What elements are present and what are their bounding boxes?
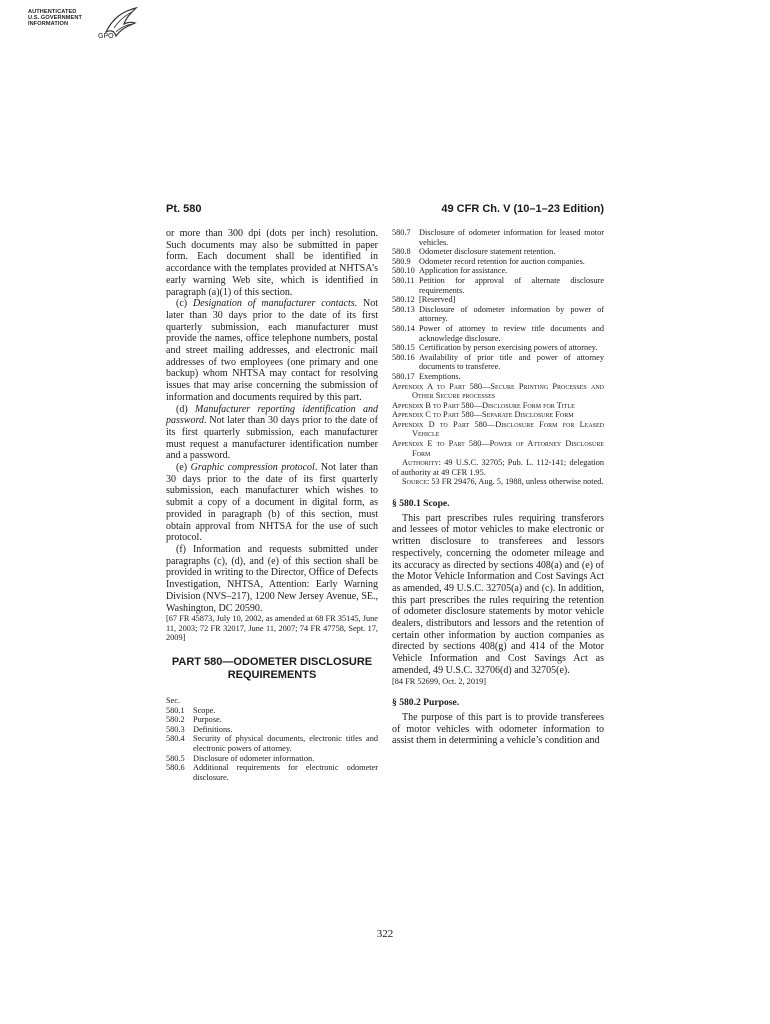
toc-entry xyxy=(392,247,604,257)
toc-entry-number: 580.2 xyxy=(166,715,185,725)
logo-line-1: AUTHENTICATED xyxy=(28,9,77,15)
toc-entry xyxy=(392,353,604,372)
logo-line-3: INFORMATION xyxy=(28,21,69,28)
toc-entry-title: [Reserved] xyxy=(419,295,456,305)
toc-entry-number: 580.8 xyxy=(392,247,411,257)
part-heading: PART 580—ODOMETER DISCLOSURE REQUIREMENTS xyxy=(171,655,373,681)
appendix-entry: Appendix D to Part 580—Disclosure Form for Leased Vehicle xyxy=(392,419,604,439)
toc-entry-title: Petition for approval of alternate disclosure requirements. xyxy=(419,275,604,295)
paragraph-c-text: . Not later than 30 days prior to the date of its first quarterly submission, each manufacturer must provide the names, office telephone numbers, postal and street mailing addresses, and electronic mail addresses of two employees (one primary and one backup) whom NHTSA may contact for resolving issues that may arise concerning the submission of information and documents required by this part. xyxy=(166,298,378,403)
source-text: 53 FR 29476, Aug. 5, 1988, unless otherwise noted. xyxy=(429,477,604,487)
section-list-label: Sec. xyxy=(166,695,181,705)
source-label: Source: xyxy=(402,477,430,487)
title-edition: 49 CFR Ch. V (10–1–23 Edition) xyxy=(441,203,604,215)
source-note xyxy=(392,477,604,487)
section-580-2-heading: § 580.2 Purpose. xyxy=(392,697,460,709)
toc-entry-title: Definitions. xyxy=(193,724,233,734)
paragraph-e-label: (e) xyxy=(176,462,191,474)
paragraph-e-text: . Not later than 30 days prior to the date of its first quarterly submission, each manufacturer which wishes to submit a copy of a document in digital form, as provided in paragraph (b) of this section, must obtain approval from NHTSA for the use of such protocol. xyxy=(166,462,378,544)
toc-entry-number: 580.17 xyxy=(392,371,415,381)
toc-entry xyxy=(166,763,378,782)
toc-entry xyxy=(166,715,378,725)
right-column xyxy=(392,228,604,747)
toc-entry-number: 580.14 xyxy=(392,323,415,333)
toc-entry-number: 580.1 xyxy=(166,705,185,715)
appendix-entry: Appendix A to Part 580—Secure Printing Processes and Other Secure processes xyxy=(392,381,604,401)
logo-line-2: U.S. GOVERNMENT xyxy=(28,15,83,22)
table-of-contents-right xyxy=(392,228,604,382)
toc-entry xyxy=(392,295,604,305)
toc-entry xyxy=(392,324,604,343)
paragraph-c-label: (c) xyxy=(176,298,193,310)
amendment-citation: [67 FR 45873, July 10, 2002, as amended at 68 FR 35145, June 11, 2003; 72 FR 32017, June 11, 2007; 74 FR 47758, Sept. 17, 2009] xyxy=(166,614,378,643)
logo-text xyxy=(28,9,82,28)
table-of-contents-left xyxy=(166,706,378,783)
left-column xyxy=(166,228,378,782)
toc-entry-title: Disclosure of odometer information for leased motor vehicles. xyxy=(419,228,604,247)
paragraph-c xyxy=(166,298,378,403)
toc-entry xyxy=(392,228,604,247)
toc-entry xyxy=(166,725,378,735)
toc-entry-number: 580.11 xyxy=(392,275,415,285)
toc-entry-number: 580.7 xyxy=(392,228,411,237)
paragraph-d-title: Manufacturer reporting identification and password xyxy=(166,403,378,427)
toc-entry-title: Availability of prior title and power of attorney documents to transferee. xyxy=(419,352,604,372)
part-label: Pt. 580 xyxy=(166,203,202,215)
toc-entry-number: 580.5 xyxy=(166,753,185,763)
toc-entry-title: Disclosure of odometer information by power of attorney. xyxy=(419,304,604,324)
toc-entry-title: Certification by person exercising powers of attorney. xyxy=(419,343,598,353)
paragraph-d-text: . Not later than 30 days prior to the date of its first quarterly submission, each manufacturer must request a manufacturer identification number and a password. xyxy=(166,415,378,462)
toc-entry-number: 580.13 xyxy=(392,304,415,314)
toc-entry xyxy=(166,754,378,764)
toc-entry-title: Purpose. xyxy=(193,715,222,725)
appendix-entry: Appendix E to Part 580—Power of Attorney Disclosure Form xyxy=(392,439,604,458)
authority-label: Authority: xyxy=(402,458,441,468)
toc-entry-number: 580.3 xyxy=(166,724,185,734)
toc-entry-title: Application for assistance. xyxy=(419,266,508,276)
toc-entry xyxy=(392,276,604,295)
section-580-2-text: The purpose of this part is to provide transferees of motor vehicles with odometer information to assist them in determining a vehicle’s condition and xyxy=(392,711,604,747)
toc-entry-title: Scope. xyxy=(193,705,216,715)
toc-entry xyxy=(392,305,604,324)
appendix-entry: Appendix C to Part 580—Separate Disclosure Form xyxy=(392,410,574,420)
paragraph-e-title: Graphic compression protocol xyxy=(190,462,315,474)
paragraph-f: (f) Information and requests submitted under paragraphs (c), (d), and (e) of this section shall be provided in writing to the Director, Office of Defects Investigation, NHTSA, Attention: Early Warning Division (NVS–217), 1200 New Jersey Avenue, SE., Washington, DC 20590. xyxy=(166,543,378,614)
toc-entry xyxy=(392,372,604,382)
toc-entry-title: Exemptions. xyxy=(419,371,461,381)
gpo-authentication-logo xyxy=(28,6,143,50)
paragraph-b-continued: or more than 300 dpi (dots per inch) resolution. Such documents may also be submitted in paper form. Each document shall be identified in accordance with the templates provided at NHTSA’s early warning Web site, which is identified in paragraph (a)(1) of this section. xyxy=(166,228,378,298)
eagle-icon xyxy=(102,6,140,40)
toc-entry-number: 580.15 xyxy=(392,343,415,353)
toc-entry-number: 580.4 xyxy=(166,734,185,744)
running-head xyxy=(166,203,604,219)
toc-entry-number: 580.6 xyxy=(166,763,185,773)
toc-entry xyxy=(166,706,378,716)
toc-entry xyxy=(392,343,604,353)
paragraph-d-label: (d) xyxy=(176,403,196,415)
toc-entry-number: 580.12 xyxy=(392,295,415,305)
toc-entry xyxy=(392,266,604,276)
toc-entry-title: Odometer record retention for auction companies. xyxy=(419,256,585,266)
paragraph-e xyxy=(166,462,378,544)
appendix-list xyxy=(392,382,604,459)
toc-entry-title: Odometer disclosure statement retention. xyxy=(419,247,556,257)
toc-entry-title: Power of attorney to review title documents and acknowledge disclosure. xyxy=(419,323,604,343)
appendix-entry: Appendix B to Part 580—Disclosure Form for Title xyxy=(392,400,575,410)
section-580-1-text: This part prescribes rules requiring transferors and lessees of motor vehicles to make electronic or written disclosure to transferees and lessors respectively, concerning the odometer mileage and its accuracy as directed by sections 408(a) and (e) of the Motor Vehicle Information and Cost Savings Act as amended, 49 U.S.C. 32705(a) and (c). In addition, this part prescribes the rules requiring the retention of odometer disclosure statements by motor vehicle dealers, distributors and lessors and the retention of certain other information by auction companies as directed by sections 408(g) and 414 of the Motor Vehicle Information and Cost Savings Act as amended, 49 U.S.C. 32706(d) and 32705(e). xyxy=(392,512,604,676)
toc-entry-title: Additional requirements for electronic odometer disclosure. xyxy=(193,763,378,782)
toc-entry xyxy=(166,734,378,753)
paragraph-c-title: Designation of manufacturer contacts xyxy=(192,298,355,310)
authority-text: 49 U.S.C. 32705; Pub. L. 112-141; delegation of authority at 49 CFR 1.95. xyxy=(392,458,604,477)
toc-entry-number: 580.16 xyxy=(392,352,415,362)
toc-entry-title: Disclosure of odometer information. xyxy=(193,753,315,763)
toc-entry-number: 580.9 xyxy=(392,256,411,266)
toc-entry-number: 580.10 xyxy=(392,266,415,276)
section-580-1-citation: [84 FR 52699, Oct. 2, 2019] xyxy=(392,676,487,686)
section-580-1-heading: § 580.1 Scope. xyxy=(392,498,450,510)
toc-entry-title: Security of physical documents, electronic titles and electronic powers of attorney. xyxy=(193,734,378,753)
logo-gpo: GPO xyxy=(98,33,114,40)
page-number: 322 xyxy=(376,928,394,940)
authority-note xyxy=(392,458,604,477)
toc-entry xyxy=(392,257,604,267)
paragraph-d xyxy=(166,404,378,463)
